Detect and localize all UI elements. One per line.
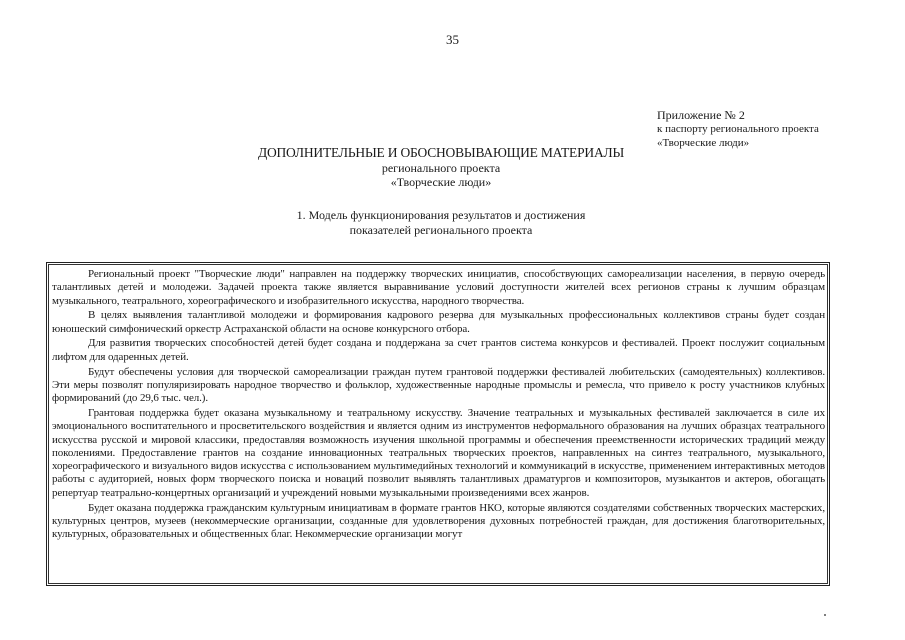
- project-name: «Творческие люди»: [390, 175, 492, 189]
- appendix-line-2: «Творческие люди»: [657, 137, 750, 149]
- scan-speck: [824, 614, 826, 616]
- paragraph: Региональный проект "Творческие люди" направлен на поддержку творческих инициатив, способствующих самореализации населения, в первую очередь талантливых детей и молодежи. Задачей проекта также является выравнивание условий доступности жителей всех регионов страны к лучшим образцам музыкального, театрального, хореографического и изобразительного искусства, народного творчества.: [52, 268, 825, 307]
- paragraph: Будет оказана поддержка гражданским культурным инициативам в формате грантов НКО, которые являются создателями собственных творческих мастерских, культурных центров, музеев (некоммерческие организации, созданные для удовлетворения духовных потребностей граждан, для достижения благотворительных, культурных, образовательных и общественных благ. Некоммерческие организации могут: [52, 501, 825, 541]
- section-heading: [0, 208, 882, 237]
- document-subtitle: регионального проекта: [381, 160, 501, 175]
- paragraph: Для развития творческих способностей детей будет создана и поддержана за счет грантов система конкурсов и фестивалей. Проект послужит социальным лифтом для одаренных детей.: [52, 337, 825, 363]
- appendix-line-1: к паспорту регионального проекта: [657, 123, 819, 135]
- paragraph: Будут обеспечены условия для творческой самореализации граждан путем грантовой поддержки фестивалей любительских (самодеятельных) коллективов. Эти меры позволят популяризировать народное творчество и фольклор, художественные народные промыслы и ремесла, что привело к росту участников клубных формирований (до 29,6 тыс. чел.).: [52, 365, 825, 405]
- document-heading: [0, 146, 882, 190]
- section-title-line-1: 1. Модель функционирования результатов и достижения: [296, 208, 586, 222]
- paragraph: Грантовая поддержка будет оказана музыкальному и театральному искусству. Значение театральных и музыкальных фестивалей заключается в силе их эмоционального воспитательного и просветительского воздействия и является одним из инструментов неформального образования на лучших образцах театрального искусства русской и мировой классики, предоставляя возможность изучения школьной программы и обеспечения преемственности исторических традиций между поколениями. Предоставление грантов на создание инновационных театральных творческих проектов, направленных на синтез театрального, музыкального, хореографического и визуального видов искусства с использованием мультимедийных технологий и коммуникаций в искусстве, применением интерактивных методов работы с аудиторией, новых форм творческого поиска и новаций позволит выявлять талантливых драматургов и композиторов, музыкантов и актеров, обогащать репертуар театрально-концертных организаций и учреждений новыми музыкальными произведениями всех жанров.: [52, 406, 825, 499]
- page-number: 35: [446, 32, 459, 47]
- paragraph: В целях выявления талантливой молодежи и формирования кадрового резерва для музыкальных профессиональных коллективов страны будет создан юношеский симфонический оркестр Астраханской области на основе конкурсного отбора.: [52, 309, 825, 335]
- section-title-line-2: показателей регионального проекта: [349, 222, 533, 237]
- document-title: ДОПОЛНИТЕЛЬНЫЕ И ОБОСНОВЫВАЮЩИЕ МАТЕРИАЛЫ: [257, 145, 625, 160]
- appendix-note: [657, 108, 897, 150]
- content-frame: [46, 262, 830, 586]
- appendix-title: Приложение № 2: [657, 108, 745, 122]
